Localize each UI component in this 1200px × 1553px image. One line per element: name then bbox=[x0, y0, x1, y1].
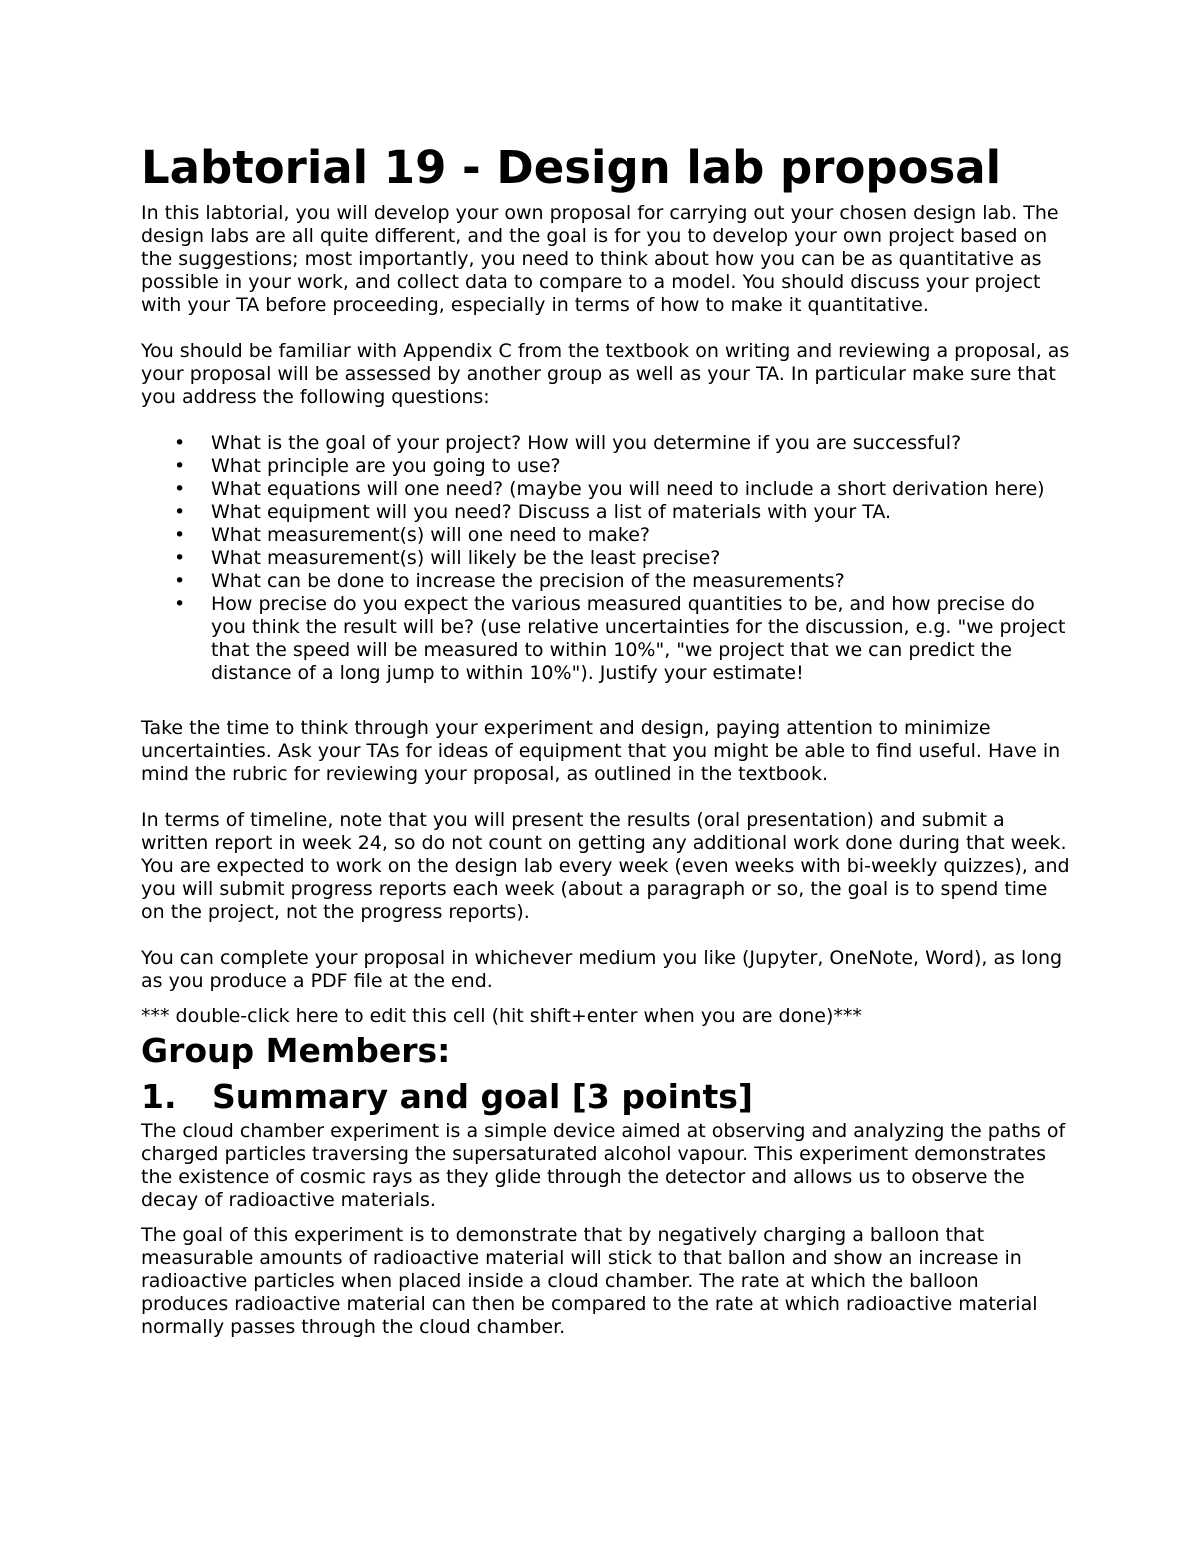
summary-paragraph: The cloud chamber experiment is a simple device aimed at observing and analyzing the paths of charged particles traversing the supersaturated alcohol vapour. This experiment demonstrates the existence of cosmic rays as they glide through the detector and allows us to observe the decay of radioactive materials. bbox=[141, 1120, 1066, 1211]
bullet-icon: • bbox=[174, 547, 186, 569]
bullet-icon: • bbox=[174, 524, 186, 546]
bullet-icon: • bbox=[174, 501, 186, 523]
question-text: What measurement(s) will one need to make? bbox=[211, 524, 650, 546]
questions-list bbox=[141, 432, 1071, 685]
appendix-paragraph: You should be familiar with Appendix C from the textbook on writing and reviewing a proposal, as your proposal will be assessed by another group as well as your TA. In particular make sure that you address the following questions: bbox=[141, 340, 1070, 408]
list-item bbox=[141, 501, 1071, 524]
question-text: What can be done to increase the precision of the measurements? bbox=[211, 570, 845, 592]
section-title: Summary and goal [3 points] bbox=[212, 1077, 753, 1116]
bullet-icon: • bbox=[174, 593, 186, 615]
edit-note: *** double-click here to edit this cell (hit shift+enter when you are done)*** bbox=[141, 1005, 862, 1027]
document-page bbox=[141, 140, 1071, 1339]
intro-paragraph: In this labtorial, you will develop your own proposal for carrying out your chosen design lab. The design labs are all quite different, and the goal is for you to develop your own project based on the suggestions; most importantly, you need to think about how you can be as quantitative as possible in your work, and collect data to compare to a model. You should discuss your project with your TA before proceeding, especially in terms of how to make it quantitative. bbox=[141, 202, 1059, 316]
list-item bbox=[141, 547, 1071, 570]
bullet-icon: • bbox=[174, 570, 186, 592]
section-heading bbox=[141, 1074, 1071, 1120]
question-text: What principle are you going to use? bbox=[211, 455, 561, 477]
list-item bbox=[141, 524, 1071, 547]
question-text: What is the goal of your project? How will you determine if you are successful? bbox=[211, 432, 962, 454]
question-text: What measurement(s) will likely be the least precise? bbox=[211, 547, 721, 569]
group-members-heading: Group Members: bbox=[141, 1031, 451, 1070]
list-item bbox=[141, 432, 1071, 455]
bullet-icon: • bbox=[174, 478, 186, 500]
list-item bbox=[141, 570, 1071, 593]
bullet-icon: • bbox=[174, 455, 186, 477]
page-title: Labtorial 19 - Design lab proposal bbox=[141, 141, 1002, 194]
question-text: How precise do you expect the various measured quantities to be, and how precise do you think the result will be? (use relative uncertainties for the discussion, e.g. "we project that the speed will be measured to within 10%", "we project that we can predict the distance of a long jump to within 10%"). Justify your estimate! bbox=[211, 593, 1066, 684]
list-item bbox=[141, 478, 1071, 501]
medium-paragraph: You can complete your proposal in whichever medium you like (Jupyter, OneNote, Word), as long as you produce a PDF file at the end. bbox=[141, 947, 1063, 992]
timeline-paragraph: In terms of timeline, note that you will present the results (oral presentation) and submit a written report in week 24, so do not count on getting any additional work done during that week. You are expected to work on the design lab every week (even weeks with bi-weekly quizzes), and you will submit progress reports each week (about a paragraph or so, the goal is to spend time on the project, not the progress reports). bbox=[141, 809, 1070, 923]
question-text: What equations will one need? (maybe you will need to include a short derivation here) bbox=[211, 478, 1045, 500]
goal-paragraph: The goal of this experiment is to demonstrate that by negatively charging a balloon that measurable amounts of radioactive material will stick to that ballon and show an increase in radioactive particles when placed inside a cloud chamber. The rate at which the balloon produces radioactive material can then be compared to the rate at which radioactive material normally passes through the cloud chamber. bbox=[141, 1224, 1038, 1338]
section-number: 1. bbox=[141, 1077, 177, 1116]
bullet-icon: • bbox=[174, 432, 186, 454]
question-text: What equipment will you need? Discuss a list of materials with your TA. bbox=[211, 501, 892, 523]
list-item bbox=[141, 593, 1071, 685]
experiment-paragraph: Take the time to think through your experiment and design, paying attention to minimize uncertainties. Ask your TAs for ideas of equipment that you might be able to find useful. Have in mind the rubric for reviewing your proposal, as outlined in the textbook. bbox=[141, 717, 1061, 785]
list-item bbox=[141, 455, 1071, 478]
